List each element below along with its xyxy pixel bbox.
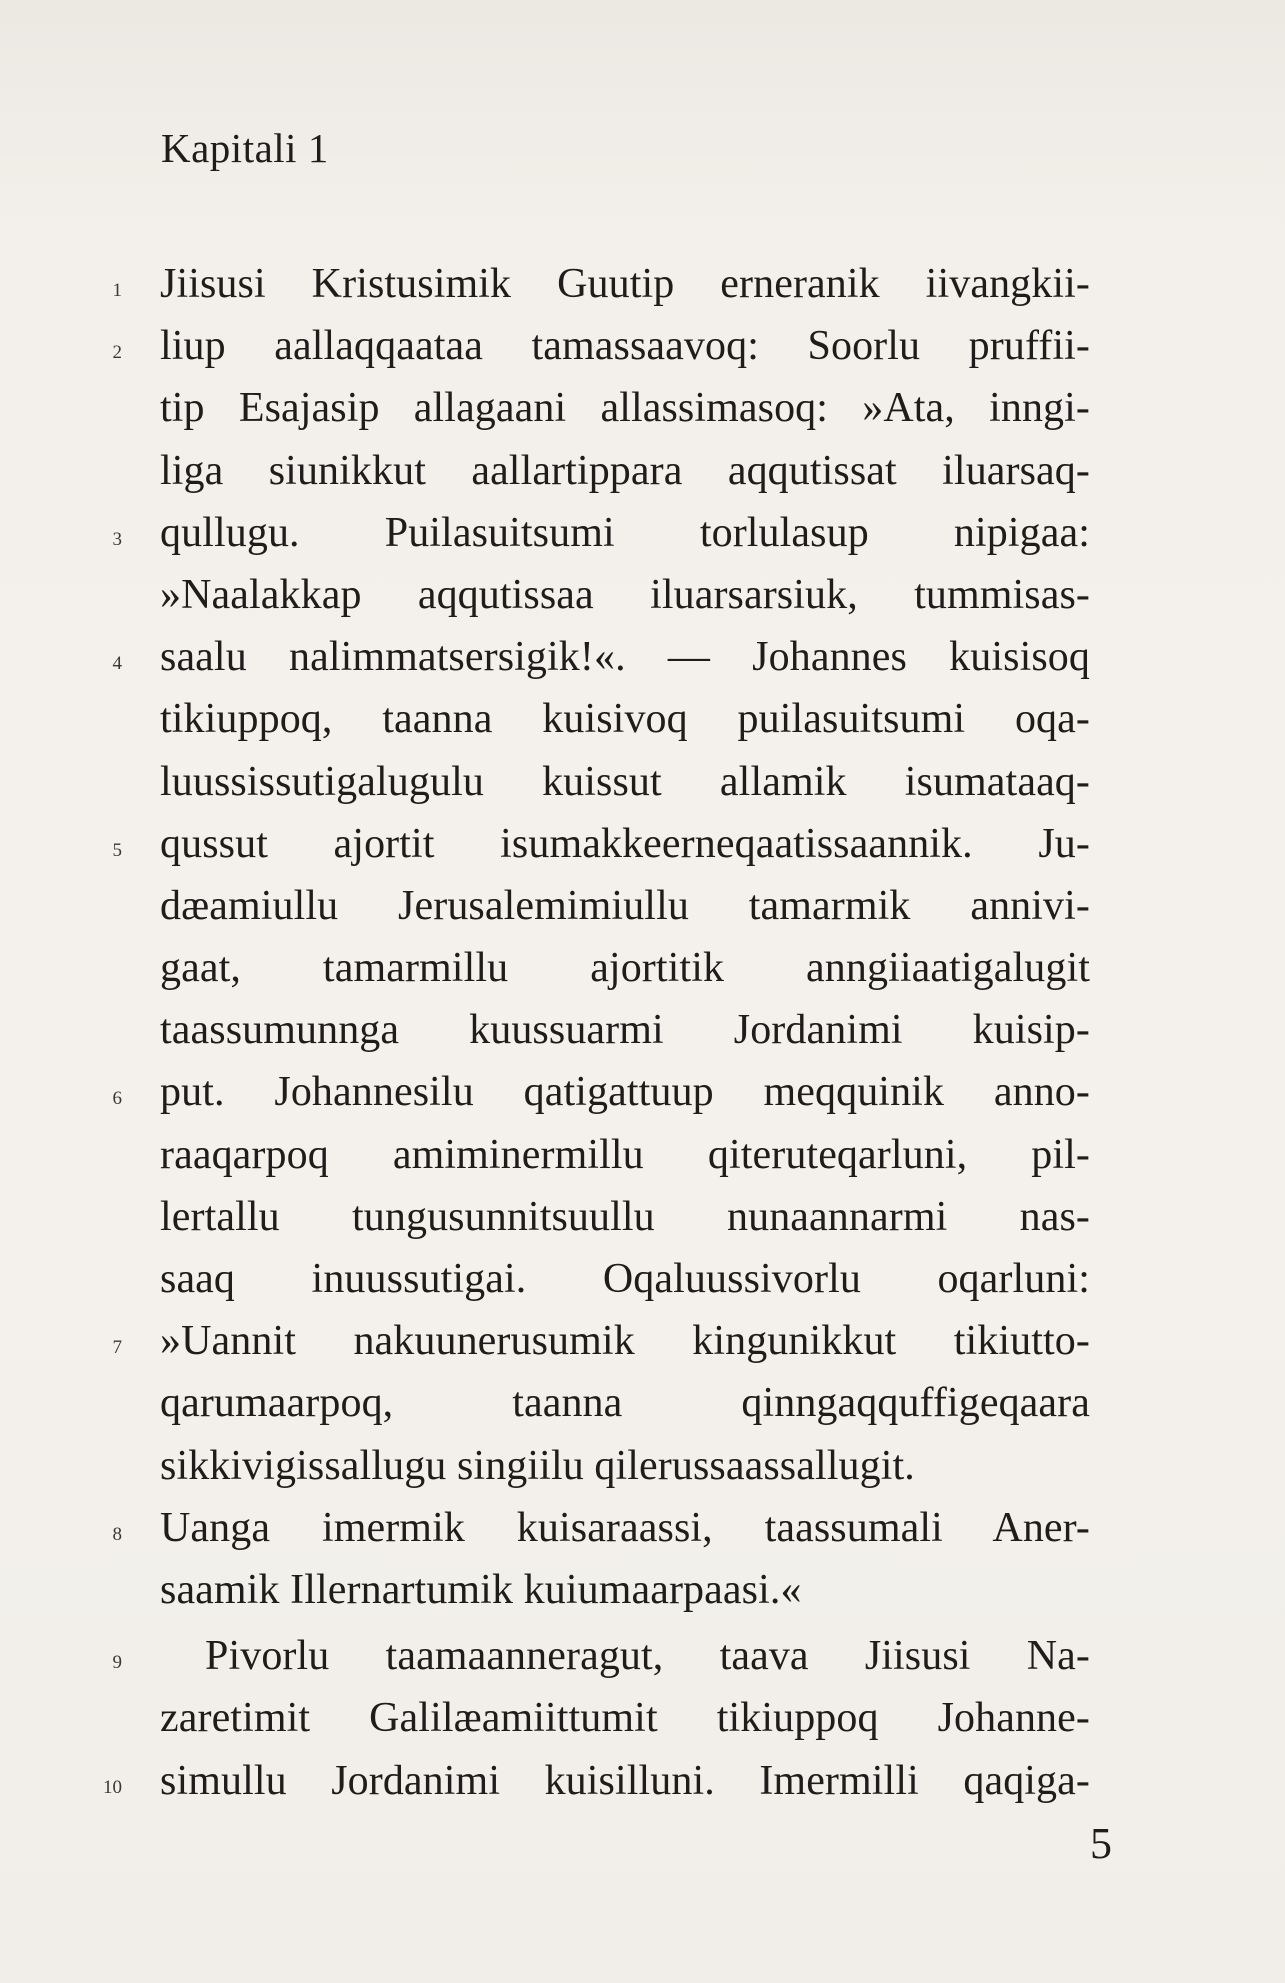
text-line (0, 1065, 1285, 1127)
text-line (0, 1629, 1285, 1691)
text-line (0, 941, 1285, 1003)
line-text: »Uannit nakuunerusumik kingunikkut tikiutto- (160, 1318, 1090, 1365)
line-text: luussissutigalugulu kuissut allamik isumataaq- (160, 758, 1090, 805)
text-line (0, 568, 1285, 630)
line-text: qussut ajortit isumakkeerneqaatissaannik. Ju- (160, 820, 1090, 867)
line-text: taassumunnga kuussuarmi Jordanimi kuisip- (160, 1007, 1090, 1054)
line-text: dæamiullu Jerusalemimiullu tamarmik annivi- (160, 882, 1090, 929)
line-text: Jiisusi Kristusimik Guutip erneranik iivangkii- (160, 261, 1090, 307)
text-line (0, 444, 1285, 506)
text-line (0, 879, 1285, 941)
verse-number: 6 (112, 1088, 122, 1110)
verse-number: 7 (112, 1337, 122, 1359)
line-text: Pivorlu taamaanneragut, taava Jiisusi Na- (205, 1633, 1090, 1680)
line-text: tikiuppoq, taanna kuisivoq puilasuitsumi oqa- (160, 696, 1090, 743)
text-line (0, 1252, 1285, 1314)
verse-number: 4 (112, 653, 122, 675)
line-text: qullugu. Puilasuitsumi torlulasup nipigaa: (160, 509, 1090, 556)
text-line (0, 257, 1285, 319)
line-text: tip Esajasip allagaani allassimasoq: »Ata, inngi- (160, 385, 1090, 432)
line-text: lertallu tungusunnitsuullu nunaannarmi nas- (160, 1193, 1090, 1240)
text-line (0, 1003, 1285, 1065)
verse-number: 3 (112, 528, 122, 550)
line-text: sikkivigissallugu singiilu qilerussaassallugit. (160, 1442, 915, 1489)
line-text: saamik Illernartumik kuiumaarpaasi.« (160, 1566, 802, 1613)
chapter-heading: Kapitali 1 (161, 125, 329, 171)
line-text: qarumaarpoq, taanna qinngaqquffigeqaara (160, 1380, 1090, 1427)
line-text: zaretimit Galilæamiittumit tikiuppoq Johanne- (160, 1695, 1090, 1742)
verse-number: 9 (112, 1652, 122, 1674)
verse-number: 5 (112, 839, 122, 861)
chapter-text (0, 257, 1285, 1816)
page-number: 5 (1090, 1819, 1112, 1868)
verse-number: 1 (112, 280, 122, 301)
text-line (0, 381, 1285, 443)
text-line (0, 755, 1285, 817)
line-text: saaq inuussutigai. Oqaluussivorlu oqarluni: (160, 1256, 1090, 1302)
line-text: put. Johannesilu qatigattuup meqquinik anno- (160, 1069, 1090, 1116)
text-line (0, 692, 1285, 754)
verse-number: 10 (103, 1776, 122, 1798)
verse-number: 2 (112, 342, 122, 364)
text-line (0, 1314, 1285, 1376)
text-line (0, 817, 1285, 879)
line-text: »Naalakkap aqqutissaa iluarsarsiuk, tummisas- (160, 571, 1090, 618)
text-line (0, 1691, 1285, 1753)
line-text: simullu Jordanimi kuisilluni. Imermilli qaqiga- (160, 1757, 1090, 1804)
line-text: saalu nalimmatsersigik!«. — Johannes kuisisoq (160, 634, 1090, 681)
line-text: Uanga imermik kuisaraassi, taassumali Aner- (160, 1504, 1090, 1551)
text-line (0, 506, 1285, 568)
text-line (0, 1501, 1285, 1563)
text-line (0, 1190, 1285, 1252)
text-line (0, 1439, 1285, 1501)
text-line (0, 1563, 1285, 1625)
line-text: gaat, tamarmillu ajortitik anngiiaatigalugit (160, 945, 1090, 992)
verse-number: 8 (112, 1523, 122, 1545)
line-text: liga siunikkut aallartippara aqqutissat iluarsaq- (160, 447, 1090, 494)
line-text: raaqarpoq amiminermillu qiteruteqarluni, pil- (160, 1131, 1090, 1178)
line-text: liup aallaqqaataa tamassaavoq: Soorlu pruffii- (160, 323, 1090, 370)
text-line (0, 319, 1285, 381)
text-line (0, 630, 1285, 692)
text-line (0, 1754, 1285, 1816)
text-line (0, 1128, 1285, 1190)
text-line (0, 1376, 1285, 1438)
